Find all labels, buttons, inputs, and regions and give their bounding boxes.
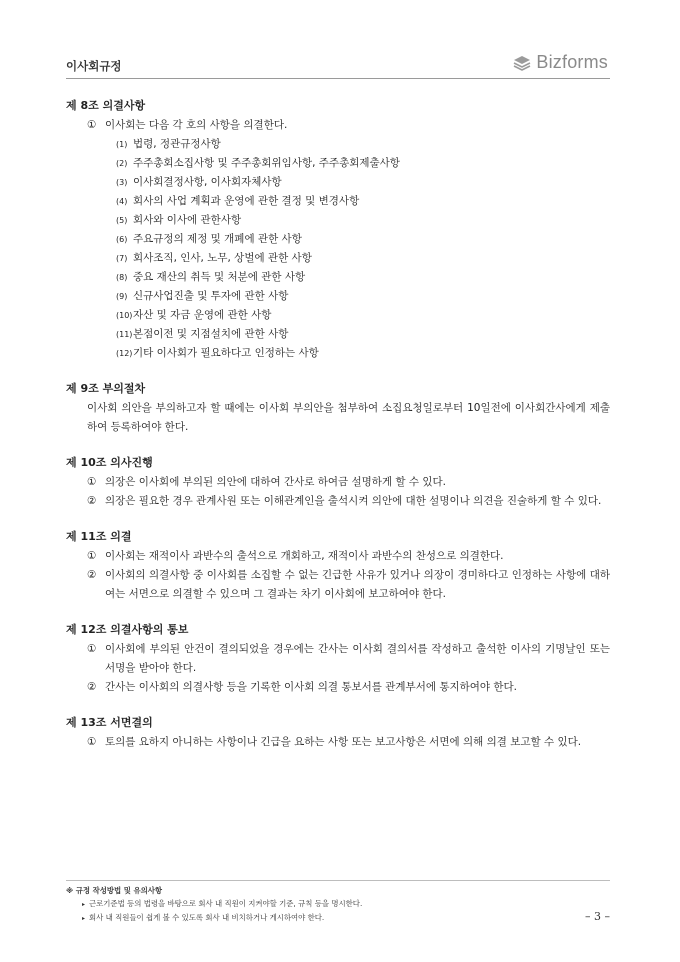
list-item (66, 306, 610, 325)
page-header (66, 52, 610, 78)
clause-text: 이사회에 부의된 안건이 결의되었을 경우에는 간사는 이사회 결의서를 작성하고 출석한 이사의 기명날인 또는 서명을 받아야 한다. (105, 643, 610, 674)
clause-text: 의장은 필요한 경우 관계사원 또는 이해관계인을 출석시켜 의안에 대한 설명이나 의견을 진술하게 할 수 있다. (105, 495, 602, 507)
clause-text: 이사회는 재적이사 과반수의 출석으로 개회하고, 재적이사 과반수의 찬성으로 의결한다. (105, 550, 504, 562)
bullet-icon: ▸ (82, 915, 86, 922)
list-item (66, 249, 610, 268)
article-section (66, 453, 610, 511)
article-section (66, 379, 610, 437)
clause-number: ② (87, 569, 97, 581)
logo-text: Bizforms (536, 52, 608, 72)
brand-logo (512, 52, 608, 73)
list-item (66, 287, 610, 306)
footer-note (66, 897, 610, 911)
item-text: 기타 이사회가 필요하다고 인정하는 사항 (133, 347, 319, 359)
article-title: 제 11조 의결 (66, 530, 132, 543)
article-section (66, 713, 610, 752)
clause (66, 733, 610, 752)
footer-notes (66, 884, 610, 925)
article-section (66, 527, 610, 604)
item-number: (5) (116, 216, 128, 225)
article-title: 제 13조 서면결의 (66, 716, 153, 729)
footer-note (66, 911, 610, 925)
item-text: 회사조직, 인사, 노무, 상벌에 관한 사항 (133, 252, 312, 264)
item-text: 주주총회소집사항 및 주주총회위임사항, 주주총회제출사항 (133, 157, 400, 169)
document-body (66, 96, 610, 768)
item-number: (6) (116, 235, 128, 244)
item-number: (2) (116, 159, 128, 168)
article-section (66, 96, 610, 363)
article-title: 제 12조 의결사항의 통보 (66, 623, 189, 636)
clause-number: ① (87, 550, 97, 562)
page-number: – 3 – (585, 910, 610, 923)
item-text: 법령, 정관규정사항 (133, 138, 221, 150)
item-text: 신규사업진출 및 투자에 관한 사항 (133, 290, 289, 302)
list-item (66, 325, 610, 344)
item-text: 회사와 이사에 관한사항 (133, 214, 242, 226)
list-item (66, 344, 610, 363)
item-number: (1) (116, 140, 128, 149)
clause (66, 566, 610, 604)
clause-text: 토의를 요하지 아니하는 사항이나 긴급을 요하는 사항 또는 보고사항은 서면에 의해 의결 보고할 수 있다. (105, 736, 582, 748)
item-number: (12) (116, 349, 133, 358)
clause-number: ② (87, 495, 97, 507)
item-text: 자산 및 자금 운영에 관한 사항 (133, 309, 272, 321)
header-divider (66, 78, 610, 79)
stacked-layers-icon (512, 53, 532, 73)
article-title: 제 10조 의사진행 (66, 456, 153, 469)
item-number: (9) (116, 292, 128, 301)
article-section (66, 620, 610, 697)
clause-number: ① (87, 476, 97, 488)
item-text: 회사의 사업 계획과 운영에 관한 결정 및 변경사항 (133, 195, 360, 207)
list-item (66, 211, 610, 230)
list-item (66, 230, 610, 249)
clause-number: ② (87, 681, 97, 693)
footer-divider (66, 880, 610, 881)
footer-note-text: 회사 내 직원들이 쉽게 볼 수 있도록 회사 내 비치하거나 게시하여야 한다. (89, 913, 325, 922)
clause-text: 간사는 이사회의 의결사항 등을 기록한 이사회 의결 통보서를 관계부서에 통지하여야 한다. (105, 681, 518, 693)
clause-text: 이사회는 다음 각 호의 사항을 의결한다. (105, 119, 288, 131)
list-item (66, 192, 610, 211)
clause-number: ① (87, 119, 97, 131)
item-number: (11) (116, 330, 133, 339)
clause-number: ① (87, 643, 97, 655)
clause (66, 547, 610, 566)
footer-note-text: 근로기준법 등의 법령을 바탕으로 회사 내 직원이 지켜야할 기준, 규칙 등을 명시한다. (89, 899, 363, 908)
list-item (66, 135, 610, 154)
clause-text: 이사회의 의결사항 중 이사회를 소집할 수 없는 긴급한 사유가 있거나 의장이 경미하다고 인정하는 사항에 대하여는 서면으로 의결할 수 있으며 그 결과는 차기 이사회에 보고하여야 한다. (105, 569, 610, 600)
item-number: (4) (116, 197, 128, 206)
item-text: 중요 재산의 취득 및 처분에 관한 사항 (133, 271, 306, 283)
item-text: 주요규정의 제정 및 개폐에 관한 사항 (133, 233, 302, 245)
list-item (66, 173, 610, 192)
clause-number: ① (87, 736, 97, 748)
item-number: (10) (116, 311, 133, 320)
list-item (66, 268, 610, 287)
item-number: (7) (116, 254, 128, 263)
clause (66, 473, 610, 492)
article-paragraph: 이사회 의안을 부의하고자 할 때에는 이사회 부의안을 첨부하여 소집요청일로부터 10일전에 이사회간사에게 제출하여 등록하여야 한다. (87, 402, 610, 433)
article-title: 제 9조 부의절차 (66, 382, 146, 395)
clause (66, 492, 610, 511)
article-title: 제 8조 의결사항 (66, 99, 146, 112)
clause-text: 의장은 이사회에 부의된 의안에 대하여 간사로 하여금 설명하게 할 수 있다. (105, 476, 447, 488)
clause (66, 678, 610, 697)
item-text: 본점이전 및 지점설치에 관한 사항 (133, 328, 289, 340)
bullet-icon: ▸ (82, 901, 86, 908)
list-item (66, 154, 610, 173)
item-text: 이사회결정사항, 이사회자체사항 (133, 176, 282, 188)
clause (66, 116, 610, 135)
item-number: (3) (116, 178, 128, 187)
footer-title: ※ 규정 작성방법 및 유의사항 (66, 886, 163, 895)
item-number: (8) (116, 273, 128, 282)
clause (66, 640, 610, 678)
document-title: 이사회규정 (66, 59, 122, 73)
